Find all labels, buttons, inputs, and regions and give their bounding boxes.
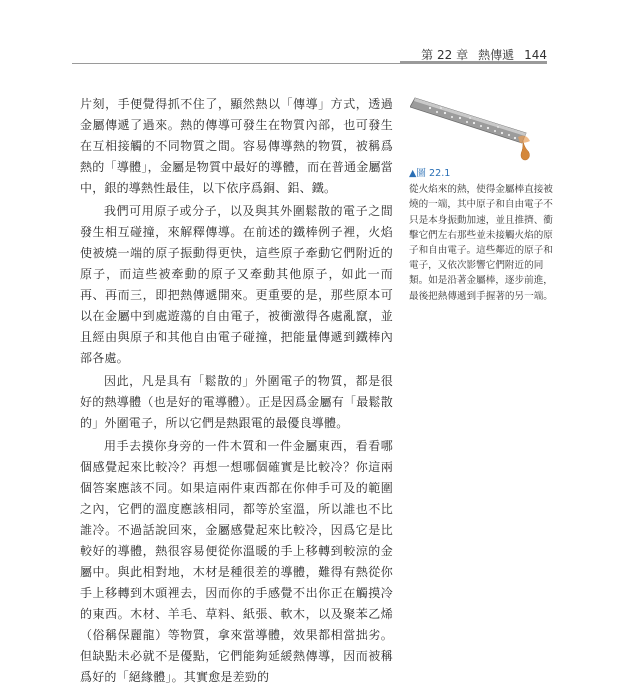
paragraph: 因此，凡是具有「鬆散的」外圍電子的物質，都是很好的熱導體（也是好的電導體）。正是因爲金屬有「最鬆散的」外圍電子，所以它們是熱跟電的最優良導體。 (80, 374, 393, 430)
iron-rod-figure (410, 93, 558, 165)
figure-label: ▲圖 22.1 (409, 168, 451, 179)
page-header (411, 46, 547, 63)
page-number: 144 (524, 48, 547, 62)
chapter-title: 熱傳遞 (478, 48, 515, 62)
paragraph: 用手去摸你身旁的一件木質和一件金屬東西，看看哪個感覺起來比較冷？再想一想哪個確實是比較冷？你這兩個答案應該不同。如果這兩件東西都在你伸手可及的範圍之內，它們的溫度應該相同，都等於室溫，所以誰也不比誰冷。不過話說回來，金屬感覺起來比較冷，因爲它是比較好的導體，熱很容易便從你溫暖的手上移轉到較涼的金屬中。與此相對地，木材是種很差的導體，難得有熱從你手上移轉到木頭裡去，因而你的手感覺不出你正在觸摸冷的東西。木材、羊毛、草料、紙張、軟木，以及聚苯乙烯（俗稱保麗龍）等物質，拿來當導體，效果都相當拙劣。但缺點未必就不是優點，它們能夠延緩熱傳導，因而被稱爲好的「絕緣體」。其實愈是差勁的 (80, 439, 393, 684)
paragraph: 片刻，手便覺得抓不住了，顯然熱以「傳導」方式，透過金屬傳遞了過來。熱的傳導可發生在物質內部，也可發生在互相接觸的不同物質之間。容易傳導熱的物質，被稱爲熱的「導體」，金屬是物質中最好的導體，而在普通金屬當中，銀的導熱性最佳，以下依序爲銅、鋁、鐵。 (80, 97, 393, 195)
paragraph: 我們可用原子或分子，以及與其外圍鬆散的電子之間發生相互碰撞，來解釋傳導。在前述的鐵棒例子裡，火焰使被燒一端的原子振動得更快，這些原子牽動它們附近的原子，而這些被牽動的原子又牽動其他原子，如此一而再、再而三，即把熱傳遞開來。更重要的是，那些原本可以在金屬中到處遊蕩的自由電子，被衝激得各處亂竄，並且經由與原子和其他自由電子碰撞，把能量傳遞到鐵棒內部各處。 (80, 204, 393, 365)
molten-drop (521, 141, 529, 160)
figure-caption (409, 166, 559, 304)
chapter-number: 第 22 章 (421, 48, 469, 62)
flame-glow (518, 136, 530, 143)
iron-rod-highlight (414, 98, 526, 136)
figure-caption-text: 從火焰來的熱，使得金屬棒直接被燒的一端，其中原子和自由電子不只是本身振動加速，並且推擠、衝擊它們左右那些並未接觸火焰的原子和自由電子。這些鄰近的原子和電子，又依次影響它們附近的同類。如是沿著金屬棒，逐步前進，最後把熱傳遞到手握著的另一端。 (409, 184, 553, 302)
body-text (80, 94, 393, 690)
